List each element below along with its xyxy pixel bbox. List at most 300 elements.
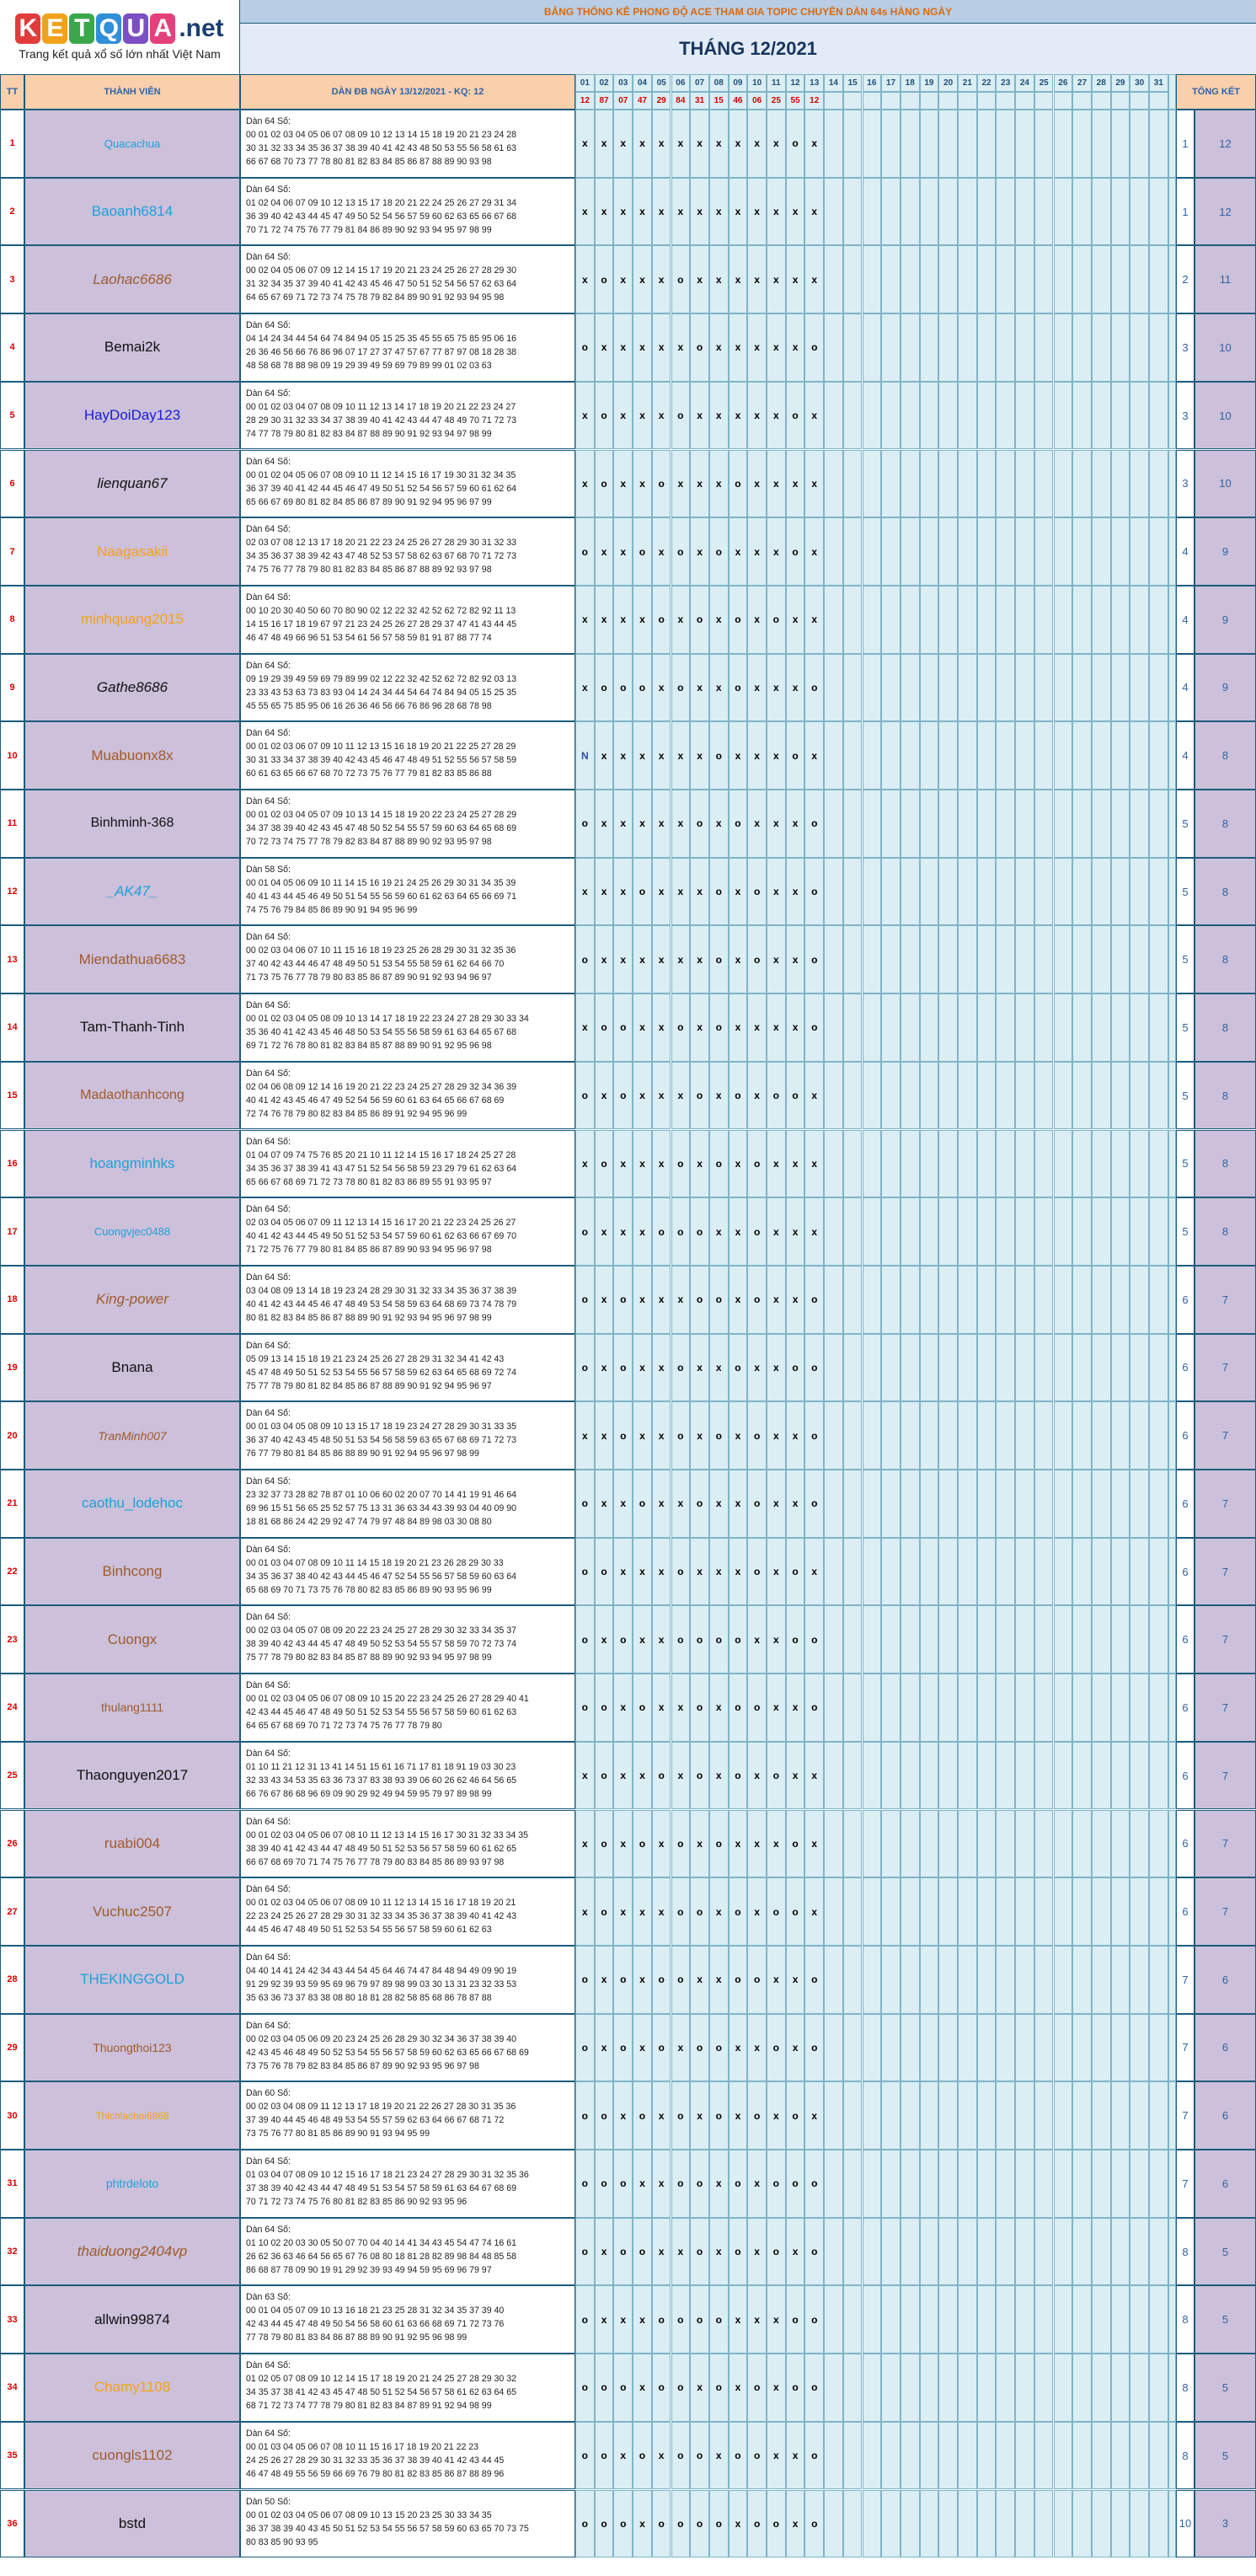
day-mark-20 [938, 2014, 958, 2082]
day-mark-01: x [575, 993, 595, 1062]
row-gap [1168, 1810, 1176, 1878]
day-mark-23 [996, 790, 1015, 858]
member-name[interactable]: minhquang2015 [24, 586, 240, 654]
day-mark-07: o [690, 2014, 709, 2082]
day-mark-07: x [690, 245, 709, 313]
day-mark-02: o [595, 382, 614, 450]
day-mark-12: x [786, 178, 805, 246]
day-mark-27 [1072, 993, 1092, 1062]
day-mark-01: o [575, 1946, 595, 2014]
day-mark-30 [1130, 1401, 1149, 1470]
day-mark-28 [1092, 2014, 1111, 2082]
dan-line: 86 68 87 78 09 90 19 91 29 92 39 93 49 94 59 95 69 96 79 97 [246, 2264, 492, 2275]
member-dan-list [240, 1062, 575, 1130]
dan-line: Dàn 64 Số: [246, 252, 291, 263]
day-mark-29 [1111, 450, 1130, 518]
day-mark-14 [824, 1810, 843, 1878]
day-mark-02: o [595, 2150, 614, 2218]
day-mark-22 [977, 517, 997, 586]
day-mark-27 [1072, 178, 1092, 246]
day-mark-30 [1130, 925, 1149, 993]
day-mark-16 [863, 313, 882, 382]
member-name[interactable]: cuongls1102 [24, 2422, 240, 2490]
row-number: 13 [0, 925, 24, 993]
day-mark-06: o [671, 1197, 691, 1266]
day-mark-01: o [575, 517, 595, 586]
day-mark-07: x [690, 925, 709, 993]
day-mark-19 [920, 1605, 939, 1674]
day-mark-06: o [671, 1401, 691, 1470]
member-name[interactable]: Naagasakii [24, 517, 240, 586]
dan-line: 34 35 37 38 41 42 43 45 47 48 50 51 52 54 56 57 58 61 62 63 64 65 [246, 2387, 517, 2398]
dan-line: 75 77 78 79 80 81 82 84 85 86 87 88 89 90 91 92 94 95 96 97 [246, 1380, 492, 1391]
dan-line: Dàn 60 Số: [246, 2088, 291, 2099]
member-name[interactable]: Binhcong [24, 1538, 240, 1606]
member-name[interactable]: Miendathua6683 [24, 925, 240, 993]
dan-line: Dàn 64 Số: [246, 1068, 291, 1079]
row-gap [1168, 1605, 1176, 1674]
member-name[interactable]: thulang1111 [24, 1674, 240, 1742]
day-mark-20 [938, 1197, 958, 1266]
member-name[interactable]: ruabi004 [24, 1810, 240, 1878]
day-mark-28 [1092, 654, 1111, 722]
day-mark-27 [1072, 1946, 1092, 2014]
member-dan-list [240, 858, 575, 926]
member-name[interactable]: Gathe8686 [24, 654, 240, 722]
member-name[interactable]: hoangminhks [24, 1130, 240, 1198]
day-mark-22 [977, 1401, 997, 1470]
day-mark-05: x [652, 1266, 671, 1334]
result-20 [938, 92, 958, 110]
day-header-25: 25 [1034, 74, 1054, 92]
row-number: 15 [0, 1062, 24, 1130]
day-mark-09: x [729, 1266, 748, 1334]
day-mark-04: x [633, 993, 652, 1062]
day-mark-29 [1111, 1401, 1130, 1470]
member-dan-list [240, 1674, 575, 1742]
row-gap [1168, 2218, 1176, 2286]
day-mark-18 [901, 1470, 920, 1538]
dan-line: 46 47 48 49 66 96 51 53 54 61 56 57 58 59 81 91 87 88 77 74 [246, 632, 492, 643]
day-mark-17 [881, 1674, 901, 1742]
day-mark-03: o [613, 1946, 633, 2014]
day-mark-14 [824, 2014, 843, 2082]
day-mark-16 [863, 586, 882, 654]
day-mark-04: x [633, 1266, 652, 1334]
day-header-28: 28 [1092, 74, 1111, 92]
day-mark-09: o [729, 1334, 748, 1402]
day-mark-28 [1092, 925, 1111, 993]
day-mark-31 [1149, 450, 1168, 518]
dan-line: 01 04 07 09 74 75 76 85 20 21 10 11 12 14 15 16 17 18 24 25 27 28 [246, 1149, 516, 1160]
member-name[interactable]: phtrdeloto [24, 2150, 240, 2218]
day-mark-30 [1130, 1197, 1149, 1266]
day-mark-14 [824, 2490, 843, 2558]
day-mark-03: x [613, 245, 633, 313]
day-mark-03: x [613, 382, 633, 450]
day-mark-29 [1111, 858, 1130, 926]
member-name[interactable]: TranMinh007 [24, 1401, 240, 1470]
member-name[interactable]: THEKINGGOLD [24, 1946, 240, 2014]
day-mark-31 [1149, 586, 1168, 654]
day-header-19: 19 [920, 74, 939, 92]
day-mark-27 [1072, 1605, 1092, 1674]
day-mark-22 [977, 1810, 997, 1878]
day-mark-18 [901, 2285, 920, 2354]
day-mark-11: x [767, 1266, 786, 1334]
day-mark-01: o [575, 1062, 595, 1130]
day-mark-05: x [652, 1674, 671, 1742]
day-mark-29 [1111, 721, 1130, 790]
day-mark-30 [1130, 721, 1149, 790]
day-mark-12: x [786, 450, 805, 518]
day-mark-30 [1130, 2081, 1149, 2150]
day-mark-12: o [786, 1334, 805, 1402]
dan-line: 00 02 03 04 05 07 08 09 20 22 23 24 25 27 28 29 30 32 33 34 35 37 [246, 1625, 517, 1636]
day-mark-26 [1054, 1605, 1073, 1674]
day-mark-12: x [786, 1470, 805, 1538]
day-mark-24 [1015, 1538, 1034, 1606]
member-name[interactable]: Binhminh-368 [24, 790, 240, 858]
member-name[interactable]: HayDoiDay123 [24, 382, 240, 450]
day-mark-23 [996, 1877, 1015, 1946]
summary-total: 8 [1195, 1197, 1256, 1266]
summary-total: 6 [1195, 1946, 1256, 2014]
result-06: 84 [671, 92, 691, 110]
day-mark-19 [920, 2354, 939, 2422]
day-mark-06: o [671, 993, 691, 1062]
day-mark-28 [1092, 178, 1111, 246]
dan-line: 80 83 85 90 93 95 [246, 2536, 318, 2547]
day-mark-07: o [690, 1877, 709, 1946]
day-mark-09: o [729, 2150, 748, 2218]
day-mark-09: x [729, 178, 748, 246]
day-mark-26 [1054, 1877, 1073, 1946]
row-number: 3 [0, 245, 24, 313]
day-mark-19 [920, 1401, 939, 1470]
row-gap [1168, 2285, 1176, 2354]
day-mark-31 [1149, 1334, 1168, 1402]
day-mark-02: o [595, 654, 614, 722]
day-mark-04: x [633, 1538, 652, 1606]
day-mark-02: x [595, 178, 614, 246]
day-mark-30 [1130, 2422, 1149, 2490]
dan-line: 34 35 36 37 38 39 41 43 47 51 52 54 56 58 59 23 29 79 61 62 63 64 [246, 1163, 517, 1174]
day-mark-17 [881, 1605, 901, 1674]
day-mark-25 [1034, 2218, 1054, 2286]
day-mark-11: x [767, 790, 786, 858]
day-mark-03: x [613, 2285, 633, 2354]
day-header-16: 16 [863, 74, 882, 92]
day-mark-07: x [690, 178, 709, 246]
member-name[interactable]: Cuongvjec0488 [24, 1197, 240, 1266]
member-name[interactable]: Thuongthoi123 [24, 2014, 240, 2082]
logo-letter: A [150, 13, 175, 44]
dan-line: Dàn 58 Số: [246, 864, 291, 875]
day-mark-16 [863, 2014, 882, 2082]
row-number: 10 [0, 721, 24, 790]
member-name[interactable]: _AK47_ [24, 858, 240, 926]
day-mark-03: o [613, 2218, 633, 2286]
result-27 [1072, 92, 1092, 110]
dan-line: 48 58 68 78 88 98 09 19 29 39 49 59 69 79 89 99 01 02 03 63 [246, 361, 492, 372]
day-mark-15 [843, 450, 863, 518]
day-mark-10: o [747, 2422, 767, 2490]
member-name[interactable]: King-power [24, 1266, 240, 1334]
summary-total: 7 [1195, 1334, 1256, 1402]
day-mark-20 [938, 1062, 958, 1130]
day-mark-06: o [671, 1877, 691, 1946]
day-mark-31 [1149, 1674, 1168, 1742]
dan-line: 45 47 48 49 50 51 52 53 54 55 56 57 58 59 62 63 64 65 68 69 72 74 [246, 1367, 517, 1378]
summary-miss: 5 [1176, 993, 1195, 1062]
day-mark-12: x [786, 1742, 805, 1810]
day-mark-15 [843, 1062, 863, 1130]
member-name[interactable]: lienquan67 [24, 450, 240, 518]
day-mark-17 [881, 2490, 901, 2558]
day-mark-07: o [690, 2285, 709, 2354]
day-mark-27 [1072, 382, 1092, 450]
day-mark-27 [1072, 790, 1092, 858]
day-mark-09: x [729, 925, 748, 993]
day-mark-30 [1130, 2014, 1149, 2082]
day-mark-31 [1149, 245, 1168, 313]
day-mark-17 [881, 654, 901, 722]
day-mark-13: o [804, 1470, 824, 1538]
day-mark-11: x [767, 1197, 786, 1266]
day-mark-25 [1034, 245, 1054, 313]
day-header-22: 22 [977, 74, 997, 92]
day-mark-11: x [767, 993, 786, 1062]
day-mark-28 [1092, 1810, 1111, 1878]
dan-line: Dàn 64 Số: [246, 2020, 291, 2031]
dan-line: Dàn 64 Số: [246, 2156, 291, 2166]
day-mark-08: o [709, 858, 729, 926]
member-dan-list [240, 586, 575, 654]
day-mark-15 [843, 1877, 863, 1946]
day-mark-11: x [767, 1334, 786, 1402]
day-mark-10: o [747, 1470, 767, 1538]
day-mark-18 [901, 2014, 920, 2082]
row-gap [1168, 1062, 1176, 1130]
member-name[interactable]: Laohac6686 [24, 245, 240, 313]
day-mark-09: o [729, 450, 748, 518]
day-mark-02: x [595, 1605, 614, 1674]
day-mark-04: o [633, 2218, 652, 2286]
member-name[interactable]: Bnana [24, 1334, 240, 1402]
dan-line: Dàn 64 Số: [246, 1136, 291, 1147]
dan-line: 40 41 42 43 44 45 46 47 48 49 53 54 58 59 63 64 68 69 73 74 78 79 [246, 1299, 517, 1309]
day-mark-26 [1054, 586, 1073, 654]
row-number: 20 [0, 1401, 24, 1470]
day-mark-30 [1130, 790, 1149, 858]
day-mark-04: x [633, 1062, 652, 1130]
day-mark-22 [977, 2014, 997, 2082]
day-mark-09: x [729, 1810, 748, 1878]
day-mark-14 [824, 2218, 843, 2286]
day-mark-04: x [633, 1401, 652, 1470]
day-mark-13: o [804, 790, 824, 858]
row-number: 32 [0, 2218, 24, 2286]
day-mark-04: o [633, 1470, 652, 1538]
member-name[interactable]: allwin99874 [24, 2285, 240, 2354]
day-mark-13: x [804, 721, 824, 790]
day-mark-03: x [613, 1877, 633, 1946]
day-mark-01: o [575, 2081, 595, 2150]
member-name[interactable]: Baoanh6814 [24, 178, 240, 246]
day-mark-16 [863, 993, 882, 1062]
day-mark-09: o [729, 1742, 748, 1810]
day-mark-11: o [767, 1877, 786, 1946]
day-mark-18 [901, 382, 920, 450]
day-mark-07: x [690, 993, 709, 1062]
day-mark-03: x [613, 925, 633, 993]
member-name[interactable]: Muabuonx8x [24, 721, 240, 790]
day-mark-17 [881, 2150, 901, 2218]
dan-line: 00 01 03 04 05 06 07 08 10 11 15 16 17 18 19 20 21 22 23 [246, 2441, 479, 2452]
row-gap [1168, 450, 1176, 518]
ketqua-logo[interactable] [0, 0, 240, 74]
day-mark-15 [843, 2150, 863, 2218]
day-mark-29 [1111, 654, 1130, 722]
day-mark-05: x [652, 790, 671, 858]
day-mark-23 [996, 245, 1015, 313]
day-mark-14 [824, 178, 843, 246]
row-gap [1168, 993, 1176, 1062]
logo-letter: E [42, 13, 67, 44]
member-name[interactable]: Thichlachoi6868 [24, 2081, 240, 2150]
day-mark-12: x [786, 858, 805, 926]
day-mark-28 [1092, 2150, 1111, 2218]
member-name[interactable]: Madaothanhcong [24, 1062, 240, 1130]
day-mark-15 [843, 1197, 863, 1266]
summary-total: 5 [1195, 2354, 1256, 2422]
day-mark-16 [863, 1470, 882, 1538]
day-mark-25 [1034, 1062, 1054, 1130]
day-mark-10: o [747, 1401, 767, 1470]
day-mark-08: x [709, 1470, 729, 1538]
dan-line: Dàn 64 Số: [246, 1340, 291, 1351]
day-mark-08: o [709, 993, 729, 1062]
day-mark-17 [881, 1742, 901, 1810]
day-mark-16 [863, 1946, 882, 2014]
day-mark-05: o [652, 1197, 671, 1266]
member-name[interactable]: caothu_lodehoc [24, 1470, 240, 1538]
member-name[interactable]: Thaonguyen2017 [24, 1742, 240, 1810]
day-mark-07: o [690, 2218, 709, 2286]
day-mark-18 [901, 1266, 920, 1334]
result-31 [1149, 92, 1168, 110]
day-mark-31 [1149, 1742, 1168, 1810]
day-mark-14 [824, 2285, 843, 2354]
day-mark-26 [1054, 1538, 1073, 1606]
member-name[interactable]: Tam-Thanh-Tinh [24, 993, 240, 1062]
summary-miss: 3 [1176, 450, 1195, 518]
day-mark-22 [977, 858, 997, 926]
row-number: 11 [0, 790, 24, 858]
member-name[interactable]: thaiduong2404vp [24, 2218, 240, 2286]
day-mark-30 [1130, 2354, 1149, 2422]
day-mark-04: o [633, 2422, 652, 2490]
day-mark-22 [977, 313, 997, 382]
member-name[interactable]: Chamy1108 [24, 2354, 240, 2422]
day-mark-01: x [575, 178, 595, 246]
day-mark-08: x [709, 1334, 729, 1402]
day-mark-24 [1015, 993, 1034, 1062]
day-mark-05: x [652, 1130, 671, 1198]
day-mark-13: x [804, 2081, 824, 2150]
row-number: 19 [0, 1334, 24, 1402]
day-mark-08: x [709, 1197, 729, 1266]
member-name[interactable]: bstd [24, 2490, 240, 2558]
day-mark-20 [938, 2490, 958, 2558]
day-mark-29 [1111, 2014, 1130, 2082]
day-mark-17 [881, 1266, 901, 1334]
member-name[interactable]: Bemai2k [24, 313, 240, 382]
day-mark-05: x [652, 382, 671, 450]
day-mark-01: o [575, 2422, 595, 2490]
day-mark-03: x [613, 1130, 633, 1198]
day-mark-11: x [767, 1130, 786, 1198]
day-mark-01: x [575, 245, 595, 313]
day-mark-07: o [690, 1470, 709, 1538]
day-mark-14 [824, 1062, 843, 1130]
member-name[interactable]: Cuongx [24, 1605, 240, 1674]
day-mark-23 [996, 178, 1015, 246]
day-mark-01: x [575, 450, 595, 518]
day-mark-25 [1034, 1538, 1054, 1606]
row-gap [1168, 2490, 1176, 2558]
day-mark-11: o [767, 2490, 786, 2558]
day-mark-24 [1015, 2081, 1034, 2150]
day-mark-31 [1149, 2422, 1168, 2490]
member-name[interactable]: Quacachua [24, 110, 240, 178]
summary-miss: 6 [1176, 1674, 1195, 1742]
day-mark-27 [1072, 1877, 1092, 1946]
day-mark-13: o [804, 2014, 824, 2082]
day-mark-03: o [613, 993, 633, 1062]
day-mark-26 [1054, 1130, 1073, 1198]
day-mark-29 [1111, 1334, 1130, 1402]
day-mark-07: o [690, 2490, 709, 2558]
day-mark-22 [977, 1946, 997, 2014]
member-dan-list [240, 382, 575, 450]
day-mark-17 [881, 110, 901, 178]
day-mark-30 [1130, 517, 1149, 586]
day-mark-29 [1111, 110, 1130, 178]
day-mark-04: o [633, 517, 652, 586]
day-mark-03: x [613, 1197, 633, 1266]
day-mark-21 [958, 1946, 977, 2014]
summary-miss: 6 [1176, 1401, 1195, 1470]
day-mark-16 [863, 450, 882, 518]
day-mark-14 [824, 110, 843, 178]
day-mark-12: o [786, 1605, 805, 1674]
day-mark-21 [958, 1062, 977, 1130]
day-mark-16 [863, 1334, 882, 1402]
day-mark-25 [1034, 1674, 1054, 1742]
day-mark-30 [1130, 1946, 1149, 2014]
member-name[interactable]: Vuchuc2507 [24, 1877, 240, 1946]
day-mark-17 [881, 1946, 901, 2014]
row-gap [1168, 721, 1176, 790]
day-mark-08: x [709, 2422, 729, 2490]
dan-line: 28 29 30 31 32 33 34 37 38 39 40 41 42 43 44 47 48 49 70 71 72 73 [246, 415, 517, 426]
day-mark-31 [1149, 382, 1168, 450]
day-mark-22 [977, 925, 997, 993]
day-mark-08: o [709, 1810, 729, 1878]
day-header-24: 24 [1015, 74, 1034, 92]
